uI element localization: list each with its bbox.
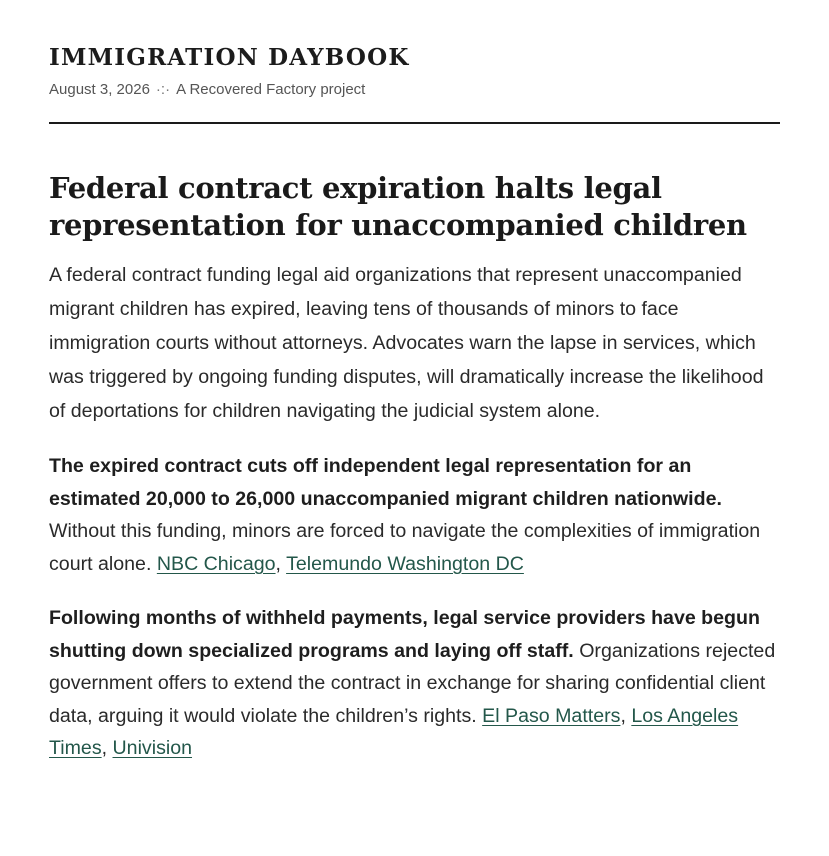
key-point: Following months of withheld payments, legal service providers have begun shutting down specialized programs and laying off staff. Organizations rejected government offers to extend the contract in exchange for sharing confidential client data, arguing it would violate the children’s rights. El Paso Matters, Los Angeles Times, Univision bbox=[49, 607, 776, 759]
key-point: The expired contract cuts off independent legal representation for an estimated 20,000 to 26,000 unaccompanied migrant children nationwide. Without this funding, minors are forced to navigate the complexities of immigration court alone. NBC Chicago, Telemundo Washington DC bbox=[49, 455, 761, 575]
publish-date: August 3, 2026 bbox=[49, 81, 150, 98]
key-point-body: Organizations rejected government offers to extend the contract in exchange for sharing confidential client data, arguing it would violate the children’s rights. bbox=[49, 639, 776, 727]
key-point-lead: Following months of withheld payments, legal service providers have begun shutting down specialized programs and laying off staff. bbox=[49, 607, 760, 662]
source-link[interactable]: Univision bbox=[112, 737, 193, 759]
site-header bbox=[49, 0, 780, 124]
article-headline: Federal contract expiration halts legal representation for unaccompanied children bbox=[49, 171, 747, 242]
article-summary: A federal contract funding legal aid organizations that represent unaccompanied migrant children has expired, leaving tens of thousands of minors to face immigration courts without attorneys. Advocates warn the lapse in services, which was triggered by ongoing funding disputes, will dramatically increase the likelihood of deportations for children navigating the judicial system alone. bbox=[49, 264, 764, 422]
key-point-lead: The expired contract cuts off independent legal representation for an estimated 20,000 to 26,000 unaccompanied migrant children nationwide. bbox=[49, 455, 722, 510]
source-link[interactable]: Los Angeles Times bbox=[49, 704, 739, 759]
page bbox=[49, 0, 780, 765]
source-link[interactable]: Telemundo Washington DC bbox=[286, 552, 524, 575]
site-title[interactable]: IMMIGRATION DAYBOOK bbox=[49, 44, 410, 71]
byline bbox=[49, 80, 780, 100]
article bbox=[49, 170, 780, 765]
project-label: A Recovered Factory project bbox=[176, 81, 366, 98]
byline-separator: ·:· bbox=[155, 81, 171, 98]
key-point-body: Without this funding, minors are forced to navigate the complexities of immigration court alone. bbox=[49, 520, 761, 575]
source-link[interactable]: El Paso Matters bbox=[482, 704, 621, 727]
source-link[interactable]: NBC Chicago bbox=[156, 552, 276, 575]
